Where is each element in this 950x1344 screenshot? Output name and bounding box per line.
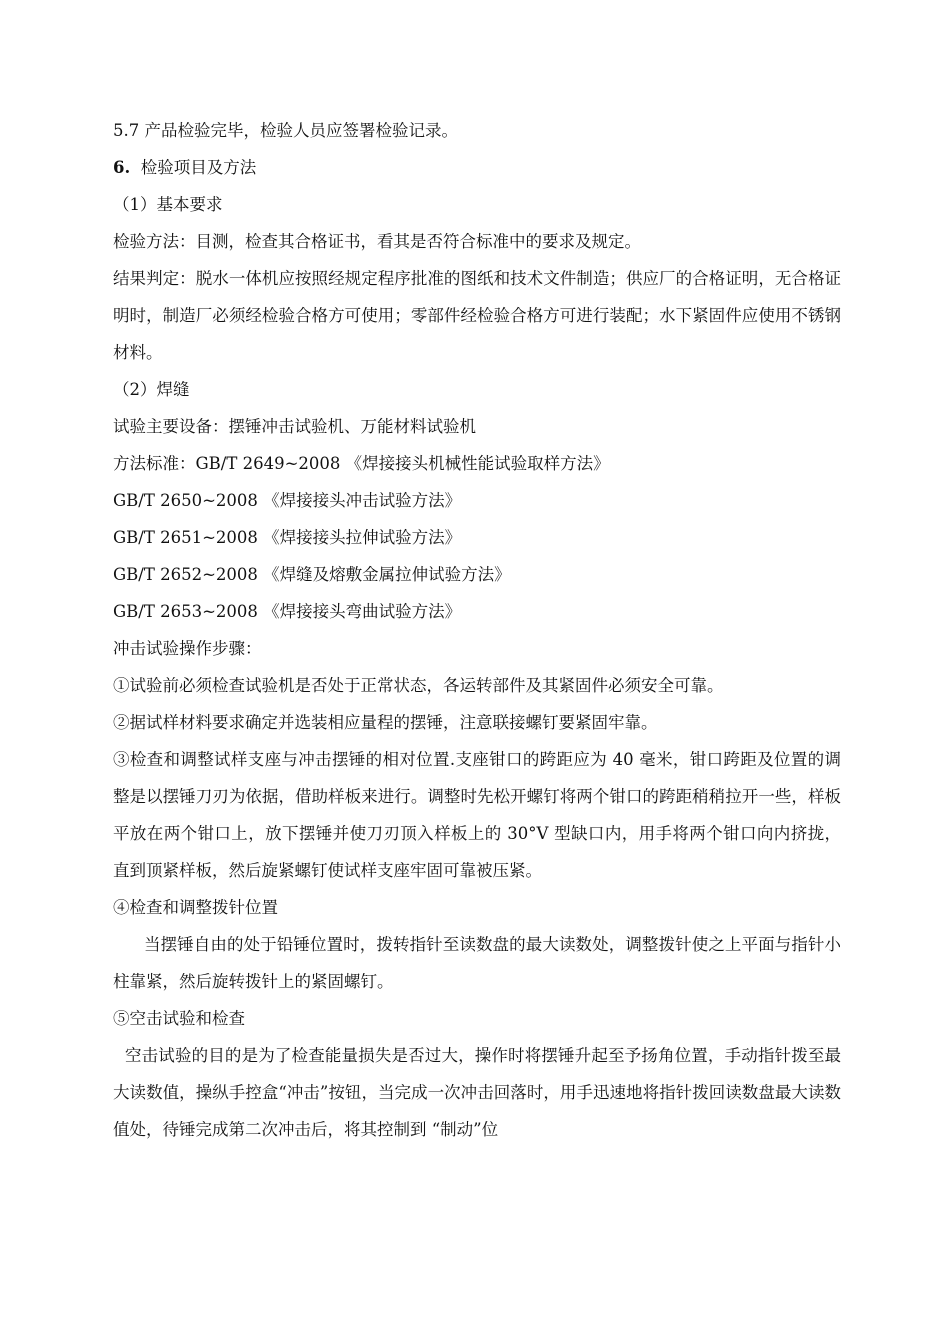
standard-2653: GB/T 2653~2008 《焊接接头弯曲试验方法》 — [113, 602, 462, 621]
step-5-detail: 空击试验的目的是为了检查能量损失是否过大，操作时将摆锤升起至予扬角位置，手动指针拨至最大读数值，操纵手控盒“冲击”按钮，当完成一次冲击回落时，用手迅速地将指针拨回读数盘最大读数值处，待锤完成第二次冲击后，将其控制到 “制动”位 — [113, 1046, 841, 1139]
standard-2651: GB/T 2651~2008 《焊接接头拉伸试验方法》 — [113, 528, 462, 547]
document-page — [113, 112, 841, 1148]
section-title: 检验项目及方法 — [140, 158, 257, 177]
main-equipment: 试验主要设备：摆锤冲击试验机、万能材料试验机 — [113, 417, 476, 436]
impact-test-steps-heading: 冲击试验操作步骤： — [113, 639, 262, 658]
section-5-7: 5.7 产品检验完毕，检验人员应签署检验记录。 — [113, 121, 458, 140]
subsection-basic-requirements: （1）基本要求 — [113, 195, 223, 214]
subsection-weld: （2）焊缝 — [113, 380, 190, 399]
step-5: ⑤空击试验和检查 — [113, 1009, 245, 1028]
section-6-heading — [113, 149, 841, 186]
step-4-detail: 当摆锤自由的处于铅锤位置时，拨转指针至读数盘的最大读数处，调整拨针使之上平面与指针小柱靠紧，然后旋转拨针上的紧固螺钉。 — [113, 935, 841, 991]
step-2: ②据试样材料要求确定并选装相应量程的摆锤，注意联接螺钉要紧固牢靠。 — [113, 713, 658, 732]
step-3: ③检查和调整试样支座与冲击摆锤的相对位置.支座钳口的跨距应为 40 毫米，钳口跨距及位置的调整是以摆锤刀刃为依据，借助样板来进行。调整时先松开螺钉将两个钳口的跨距稍稍拉开一些，样板平放在两个钳口上，放下摆锤并使刀刃顶入样板上的 30°V 型缺口内，用手将两个钳口向内挤拢，直到顶紧样板，然后旋紧螺钉使试样支座牢固可靠被压紧。 — [113, 750, 841, 880]
step-1: ①试验前必须检查试验机是否处于正常状态，各运转部件及其紧固件必须安全可靠。 — [113, 676, 724, 695]
method-standard: 方法标准：GB/T 2649~2008 《焊接接头机械性能试验取样方法》 — [113, 454, 610, 473]
result-judgement: 结果判定：脱水一体机应按照经规定程序批准的图纸和技术文件制造；供应厂的合格证明，无合格证明时，制造厂必须经检验合格方可使用；零部件经检验合格方可进行装配；水下紧固件应使用不锈钢材料。 — [113, 269, 841, 362]
inspection-method: 检验方法：目测，检查其合格证书，看其是否符合标准中的要求及规定。 — [113, 232, 641, 251]
section-number: 6. — [113, 158, 131, 177]
standard-2650: GB/T 2650~2008 《焊接接头冲击试验方法》 — [113, 491, 462, 510]
standard-2652: GB/T 2652~2008 《焊缝及熔敷金属拉伸试验方法》 — [113, 565, 511, 584]
step-4: ④检查和调整拨针位置 — [113, 898, 278, 917]
